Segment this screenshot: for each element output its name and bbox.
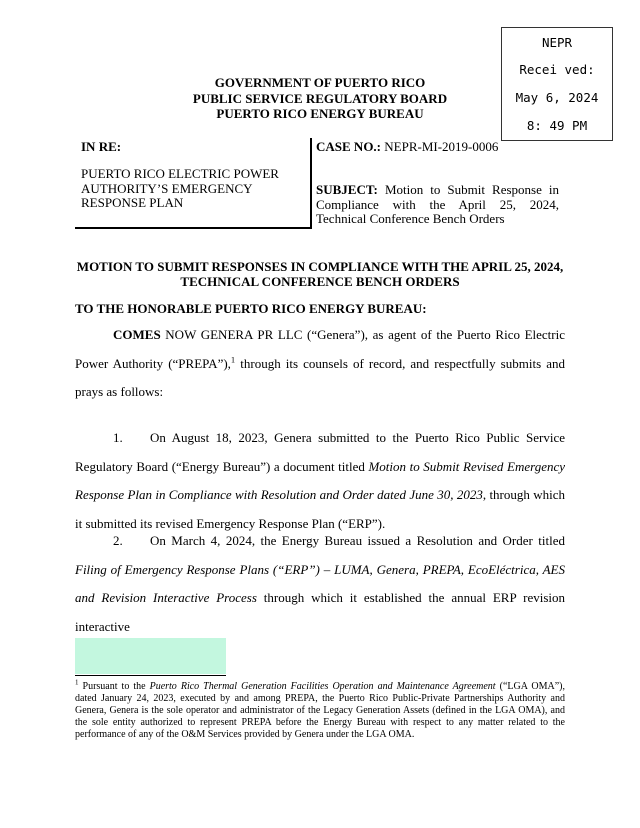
header-line-2: PUBLIC SERVICE REGULATORY BOARD — [192, 90, 448, 106]
caption-divider — [310, 138, 312, 228]
case-label: CASE NO.: — [316, 139, 382, 154]
title-line-1: MOTION TO SUBMIT RESPONSES IN COMPLIANCE WITH THE APRIL 25, 2024, — [76, 259, 564, 274]
highlight-mark — [75, 638, 226, 674]
motion-title — [75, 260, 565, 289]
title-line-2: TECHNICAL CONFERENCE BENCH ORDERS — [180, 273, 460, 289]
intro-text-b: through its counsels of record, and respectfully submits and prays as follows: — [75, 355, 565, 399]
paragraph-1-text-b: , through which it submitted its revised Emergency Response Plan (“ERP”). — [75, 487, 565, 531]
paragraph-1-text-a: On August 18, 2023, Genera submitted to the Puerto Rico Public Service Regulatory Board (“Energy Bureau”) a document titled — [75, 430, 565, 474]
footnote-text-b: (“LGA OMA”), dated January 24, 2023, executed by and among PREPA, the Puerto Rico Public-Private Partnerships Authority and Genera, Genera is the sole operator and administrator of the Legacy Generation Assets (defined in the LGA OMA), and the sole entity authorized to represent PREPA before the Energy Bureau with respect to any matter related to the performance of any of the O&M Services provided by Genera under the LGA OMA. — [75, 681, 566, 740]
subject-text: Motion to Submit Response in Compliance with the April 25, 2024, Technical Conference Bench Orders — [316, 182, 560, 226]
caption-underline — [75, 227, 312, 229]
stamp-time: 8: 49 PM — [526, 118, 588, 133]
subject-label: SUBJECT: — [316, 182, 378, 197]
case-number: NEPR-MI-2019-0006 — [384, 139, 499, 154]
stamp-received-label: Recei ved: — [519, 62, 595, 77]
paragraph-1-italic-title: Motion to Submit Revised Emergency Response Plan in Compliance with Resolution and Order dated June 30, 2023 — [75, 458, 566, 502]
paragraph-1 — [75, 424, 565, 538]
paragraph-2-text-a: On March 4, 2024, the Energy Bureau issued a Resolution and Order titled — [150, 533, 565, 548]
document-header — [150, 75, 490, 122]
footnote-text-a: Pursuant to the — [78, 681, 150, 692]
stamp-date: May 6, 2024 — [515, 90, 599, 105]
header-line-1: GOVERNMENT OF PUERTO RICO — [214, 75, 426, 90]
stamp-agency: NEPR — [541, 35, 573, 50]
comes-word: COMES — [113, 327, 161, 342]
header-line-3: PUERTO RICO ENERGY BUREAU — [216, 106, 424, 121]
footnote-reference[interactable]: 1 — [230, 354, 236, 365]
paragraph-2-text-b: through which it established the annual ERP revision interactive — [75, 590, 565, 634]
paragraph-1-number: 1. — [113, 430, 123, 445]
party-name: PUERTO RICO ELECTRIC POWER AUTHORITY’S EMERGENCY RESPONSE PLAN — [81, 166, 279, 210]
paragraph-2-number: 2. — [113, 533, 123, 548]
salutation: TO THE HONORABLE PUERTO RICO ENERGY BUREAU: — [75, 301, 427, 316]
paragraph-2-italic-title: Filing of Emergency Response Plans (“ERP”) – LUMA, Genera, PREPA, EcoEléctrica, AES and Revision Interactive Process — [75, 561, 565, 605]
subject-block — [316, 183, 559, 227]
footnote-separator — [75, 675, 226, 676]
case-number-line — [316, 139, 498, 155]
intro-paragraph — [75, 321, 565, 407]
intro-text-a: NOW GENERA PR LLC (“Genera”), as agent of the Puerto Rico Electric Power Authority (“PREPA”), — [75, 327, 565, 371]
received-stamp — [501, 27, 613, 141]
footnote-1 — [75, 678, 566, 741]
footnote-italic-title: Puerto Rico Thermal Generation Facilities Operation and Maintenance Agreement — [149, 681, 496, 692]
footnote-number: 1 — [75, 678, 79, 687]
paragraph-2 — [75, 527, 565, 641]
in-re-label: IN RE: — [81, 139, 122, 154]
